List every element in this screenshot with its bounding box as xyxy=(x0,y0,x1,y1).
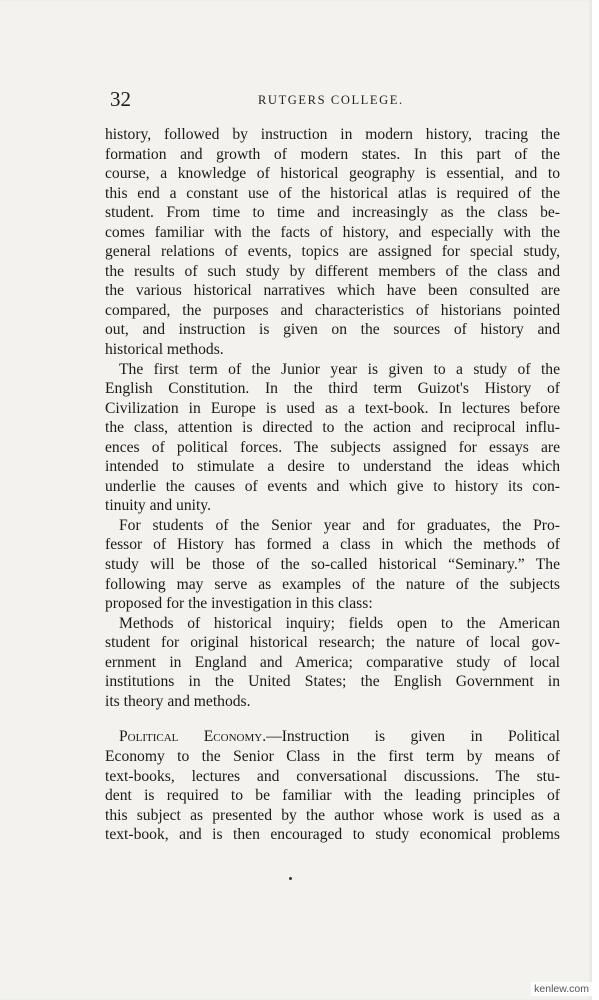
page-header xyxy=(110,87,560,111)
text-line: Civilization in Europe is used as a text-book. In lectures before xyxy=(105,399,560,417)
text-line: comes familiar with the facts of history, and especially with the xyxy=(105,223,560,241)
running-head: RUTGERS COLLEGE. xyxy=(258,93,404,107)
text-line: tinuity and unity. xyxy=(105,497,211,515)
text-line: Methods of historical inquiry; fields open to the American xyxy=(119,614,560,632)
text-line: student for original historical research; the nature of local gov- xyxy=(105,634,560,652)
section-first-line xyxy=(105,727,560,747)
section-heading: Political Economy. xyxy=(119,728,267,746)
text-line: formation and growth of modern states. In this part of the xyxy=(105,145,560,163)
text-line: out, and instruction is given on the sources of history and xyxy=(105,321,560,339)
body-text xyxy=(105,125,560,845)
text-line: historical methods. xyxy=(105,341,224,359)
text-line: following may serve as examples of the nature of the subjects xyxy=(105,575,560,593)
text-line: English Constitution. In the third term Guizot's History of xyxy=(105,380,560,398)
text-line: student. From time to time and increasingly as the class be- xyxy=(105,204,560,222)
text-line: dent is required to be familiar with the leading principles of xyxy=(105,787,560,805)
text-line: text-book, and is then encouraged to study economical problems xyxy=(105,826,560,844)
text-line: text-books, lectures and conversational discussions. The stu- xyxy=(105,767,560,785)
text-line: institutions in the United States; the English Government in xyxy=(105,673,560,691)
text-line: this subject as presented by the author whose work is used as a xyxy=(105,806,560,824)
text-line: course, a knowledge of historical geography is essential, and to xyxy=(105,165,560,183)
text-line: Economy to the Senior Class in the first term by means of xyxy=(105,747,560,765)
text-line: this end a constant use of the historical atlas is required of the xyxy=(105,184,560,202)
text-line: proposed for the investigation in this class: xyxy=(105,595,373,613)
text-line: study will be those of the so-called historical “Seminary.” The xyxy=(105,556,560,574)
text-line: the results of such study by different members of the class and xyxy=(105,262,560,280)
text-line: The first term of the Junior year is given to a study of the xyxy=(119,360,560,378)
text-line: the various historical narratives which have been consulted are xyxy=(105,282,560,300)
text-line: compared, the purposes and characteristics of historians pointed xyxy=(105,301,560,319)
watermark: kenlew.com xyxy=(531,982,592,996)
text-line: its theory and methods. xyxy=(105,692,251,710)
text-line: ences of political forces. The subjects assigned for essays are xyxy=(105,438,560,456)
text-line: intended to stimulate a desire to understand the ideas which xyxy=(105,458,560,476)
text-line: general relations of events, topics are assigned for special study, xyxy=(105,243,560,261)
page-edge xyxy=(592,0,599,1000)
text-line: underlie the causes of events and which give to history its con- xyxy=(105,477,560,495)
text-line: For students of the Senior year and for graduates, the Pro- xyxy=(119,516,560,534)
text-line: fessor of History has formed a class in which the methods of xyxy=(105,536,560,554)
section-first-line-text: —Instruction is given in Political xyxy=(266,728,560,746)
text-line: the class, attention is directed to the action and reciprocal influ- xyxy=(105,419,560,437)
page-number: 32 xyxy=(110,87,131,111)
section-gap xyxy=(105,711,560,727)
text-line: ernment in England and America; comparative study of local xyxy=(105,653,560,671)
text-line: history, followed by instruction in modern history, tracing the xyxy=(105,126,560,143)
printer-mark xyxy=(289,877,292,880)
